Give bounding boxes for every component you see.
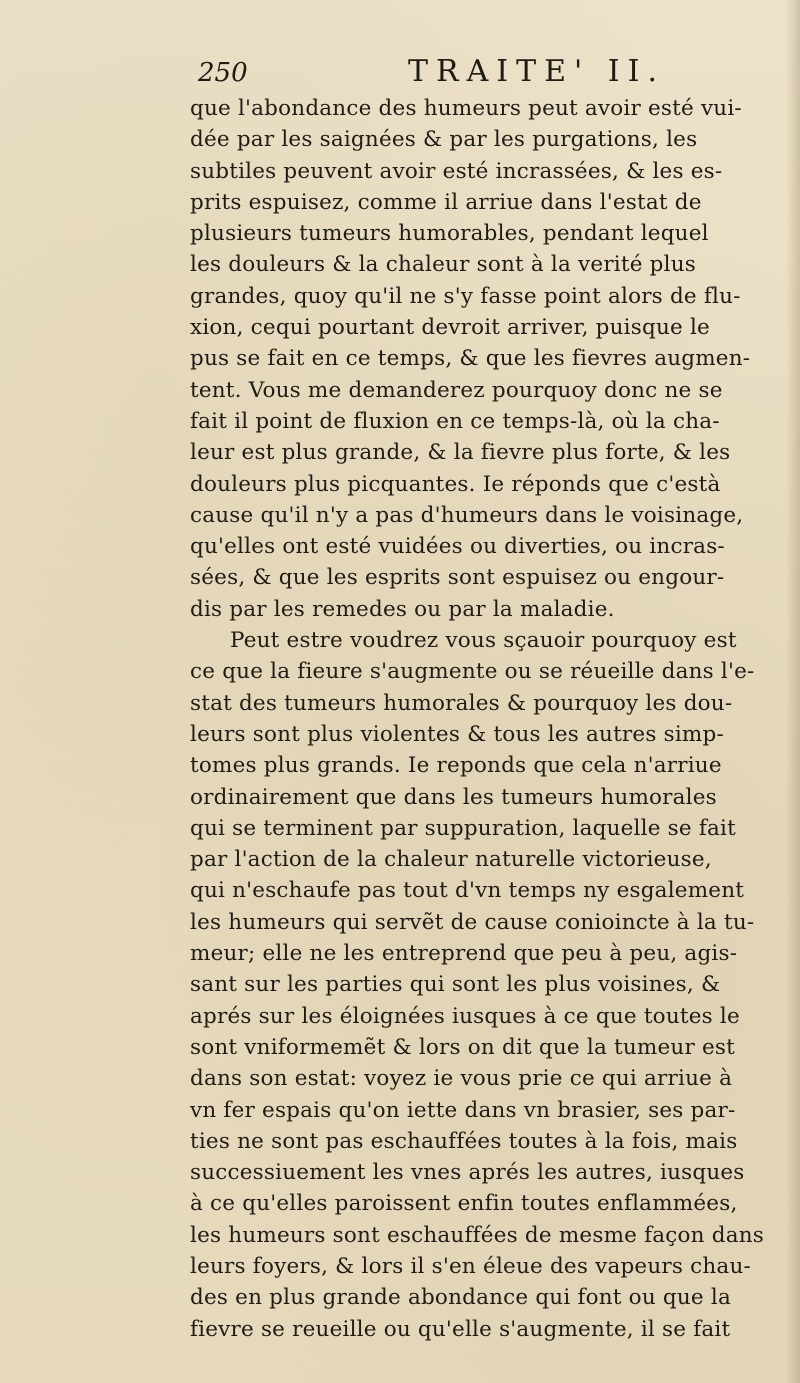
- text-line: aprés sur les éloignées iusques à ce que toutes le: [190, 1003, 740, 1029]
- body-text: [190, 93, 770, 1345]
- text-line: qui se terminent par suppuration, laquelle se fait: [190, 815, 736, 841]
- text-line: les humeurs sont eschauffées de mesme façon dans: [190, 1222, 765, 1248]
- text-line: par l'action de la chaleur naturelle victorieuse,: [190, 847, 712, 873]
- text-line: fievre se reueille ou qu'elle s'augmente, il se fait: [190, 1316, 731, 1342]
- text-line: plusieurs tumeurs humorables, pendant lequel: [190, 221, 709, 247]
- text-line: successiuement les vnes aprés les autres, iusques: [190, 1160, 745, 1186]
- text-line: ties ne sont pas eschauffées toutes à la fois, mais: [190, 1128, 738, 1154]
- text-line: que l'abondance des humeurs peut avoir esté vui-: [190, 96, 742, 121]
- text-line: prits espuisez, comme il arriue dans l'estat de: [190, 189, 702, 215]
- text-line: les douleurs & la chaleur sont à la verité plus: [190, 252, 696, 278]
- text-line: leur est plus grande, & la fievre plus forte, & les: [190, 440, 731, 466]
- text-line: fait il point de fluxion en ce temps-là, où la cha-: [190, 408, 720, 434]
- text-line: meur; elle ne les entreprend que peu à peu, agis-: [190, 941, 738, 967]
- text-line: stat des tumeurs humorales & pourquoy les dou-: [190, 690, 733, 716]
- text-line: qu'elles ont esté vuidées ou diverties, ou incras-: [190, 534, 725, 560]
- text-line: les humeurs qui servẽt de cause conioincte à la tu-: [190, 909, 755, 935]
- page-number: 250: [198, 58, 248, 88]
- text-line: tent. Vous me demanderez pourquoy donc ne se: [190, 377, 723, 403]
- text-line: dée par les saignées & par les purgations, les: [190, 127, 698, 153]
- text-line: douleurs plus picquantes. Ie réponds que c'està: [190, 471, 721, 497]
- text-line: leurs sont plus violentes & tous les autres simp-: [190, 721, 724, 747]
- text-line: qui n'eschaufe pas tout d'vn temps ny esgalement: [190, 878, 745, 904]
- text-line: à ce qu'elles paroissent enfin toutes enflammées,: [190, 1191, 738, 1217]
- text-line: sées, & que les esprits sont espuisez ou engour-: [190, 565, 725, 591]
- text-line: ce que la fieure s'augmente ou se réueille dans l'e-: [190, 659, 755, 685]
- text-line: sont vniformemẽt & lors on dit que la tumeur est: [190, 1034, 735, 1060]
- text-line: dans son estat: voyez ie vous prie ce qui arriue à: [190, 1066, 733, 1092]
- text-line: leurs foyers, & lors il s'en éleue des vapeurs chau-: [190, 1253, 751, 1279]
- paragraph-start-line: Peut estre voudrez vous sçauoir pourquoy est: [230, 628, 737, 654]
- text-line: vn fer espais qu'on iette dans vn brasier, ses par-: [190, 1097, 736, 1123]
- text-line: ordinairement que dans les tumeurs humorales: [190, 784, 717, 810]
- running-title: TRAITE' II.: [408, 54, 666, 89]
- text-line: dis par les remedes ou par la maladie.: [190, 596, 615, 622]
- text-line: sant sur les parties qui sont les plus voisines, &: [190, 972, 721, 998]
- text-line: xion, cequi pourtant devroit arriver, puisque le: [190, 315, 710, 341]
- text-line: subtiles peuvent avoir esté incrassées, & les es-: [190, 158, 723, 184]
- text-line: grandes, quoy qu'il ne s'y fasse point alors de flu-: [190, 283, 741, 309]
- text-line: pus se fait en ce temps, & que les fievres augmen-: [190, 346, 751, 372]
- text-line: des en plus grande abondance qui font ou que la: [190, 1285, 731, 1311]
- page-header: [198, 52, 758, 92]
- text-line: cause qu'il n'y a pas d'humeurs dans le voisinage,: [190, 502, 744, 528]
- text-line: tomes plus grands. Ie reponds que cela n'arriue: [190, 753, 722, 779]
- page-edge: [786, 0, 800, 1383]
